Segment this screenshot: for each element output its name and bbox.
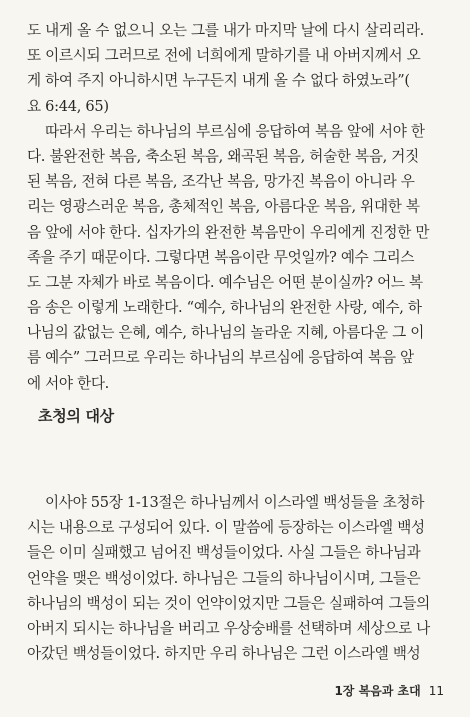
text-line: 들은 이미 실패했고 넘어진 백성들이었다. 사실 그들은 하나님과 <box>27 544 421 562</box>
text-line: 게 하여 주지 아니하시면 누구든지 내게 올 수 없다 하였노라”( <box>27 72 410 90</box>
text-line: 된 복음, 전혀 다른 복음, 조각난 복음, 망가진 복음이 아니라 우 <box>27 173 415 191</box>
text-line: 하나님의 백성이 되는 것이 언약이었지만 그들은 실패하여 그들의 <box>27 594 430 612</box>
body-text-top <box>27 18 445 396</box>
page-number: 11 <box>428 684 444 698</box>
text-line: 따라서 우리는 하나님의 부르심에 응답하여 복음 앞에 서야 한 <box>45 122 425 140</box>
text-line: 도 내게 올 수 없으니 오는 그를 내가 마지막 날에 다시 살리리라. <box>27 22 425 39</box>
text-line: 이사야 55장 1-13절은 하나님께서 이스라엘 백성들을 초청하 <box>45 494 425 511</box>
running-footer-chapter: 1장 복음과 초대 <box>334 684 421 698</box>
section-body <box>27 490 445 666</box>
text-line: 또 이르시되 그러므로 전에 너희에게 말하기를 내 아버지께서 오 <box>27 47 421 65</box>
text-line: 언약을 맺은 백성이었다. 하나님은 그들의 하나님이시며, 그들은 <box>27 569 421 587</box>
paragraph-quote-continuation <box>27 18 445 119</box>
text-line: 에 서야 한다. <box>27 374 110 392</box>
text-line: 다. 불완전한 복음, 축소된 복음, 왜곡된 복음, 허술한 복음, 거짓 <box>27 147 419 165</box>
text-line: 족을 주기 때문이다. 그렇다면 복음이란 무엇일까? 예수 그리스 <box>27 248 415 266</box>
text-line: 음 송은 이렇게 노래한다. “예수, 하나님의 완전한 사랑, 예수, 하 <box>27 299 422 317</box>
page-footer <box>334 682 444 699</box>
text-line: 아갔던 백성들이었다. 하지만 우리 하나님은 그런 이스라엘 백성 <box>27 645 421 663</box>
text-line: 아버지 되시는 하나님을 버리고 우상숭배를 선택하며 세상으로 나 <box>27 619 430 637</box>
text-line: 요 6:44, 65) <box>27 97 109 115</box>
text-line: 리는 영광스러운 복음, 총체적인 복음, 아름다운 복음, 위대한 복 <box>27 198 420 216</box>
text-line: 음 앞에 서야 한다. 십자가의 완전한 복음만이 우리에게 진정한 만 <box>27 223 430 241</box>
text-line: 나님의 값없는 은혜, 예수, 하나님의 놀라운 지혜, 아름다운 그 이 <box>27 324 425 342</box>
text-line: 시는 내용으로 구성되어 있다. 이 말씀에 등장하는 이스라엘 백성 <box>27 519 425 537</box>
paragraph-gospel <box>27 119 445 396</box>
section-heading: 초청의 대상 <box>38 407 114 425</box>
text-line: 도 그분 자체가 바로 복음이다. 예수님은 어떤 분이실까? 어느 복 <box>27 273 423 291</box>
text-line: 름 예수” 그러므로 우리는 하나님의 부르심에 응답하여 복음 앞 <box>27 349 414 367</box>
